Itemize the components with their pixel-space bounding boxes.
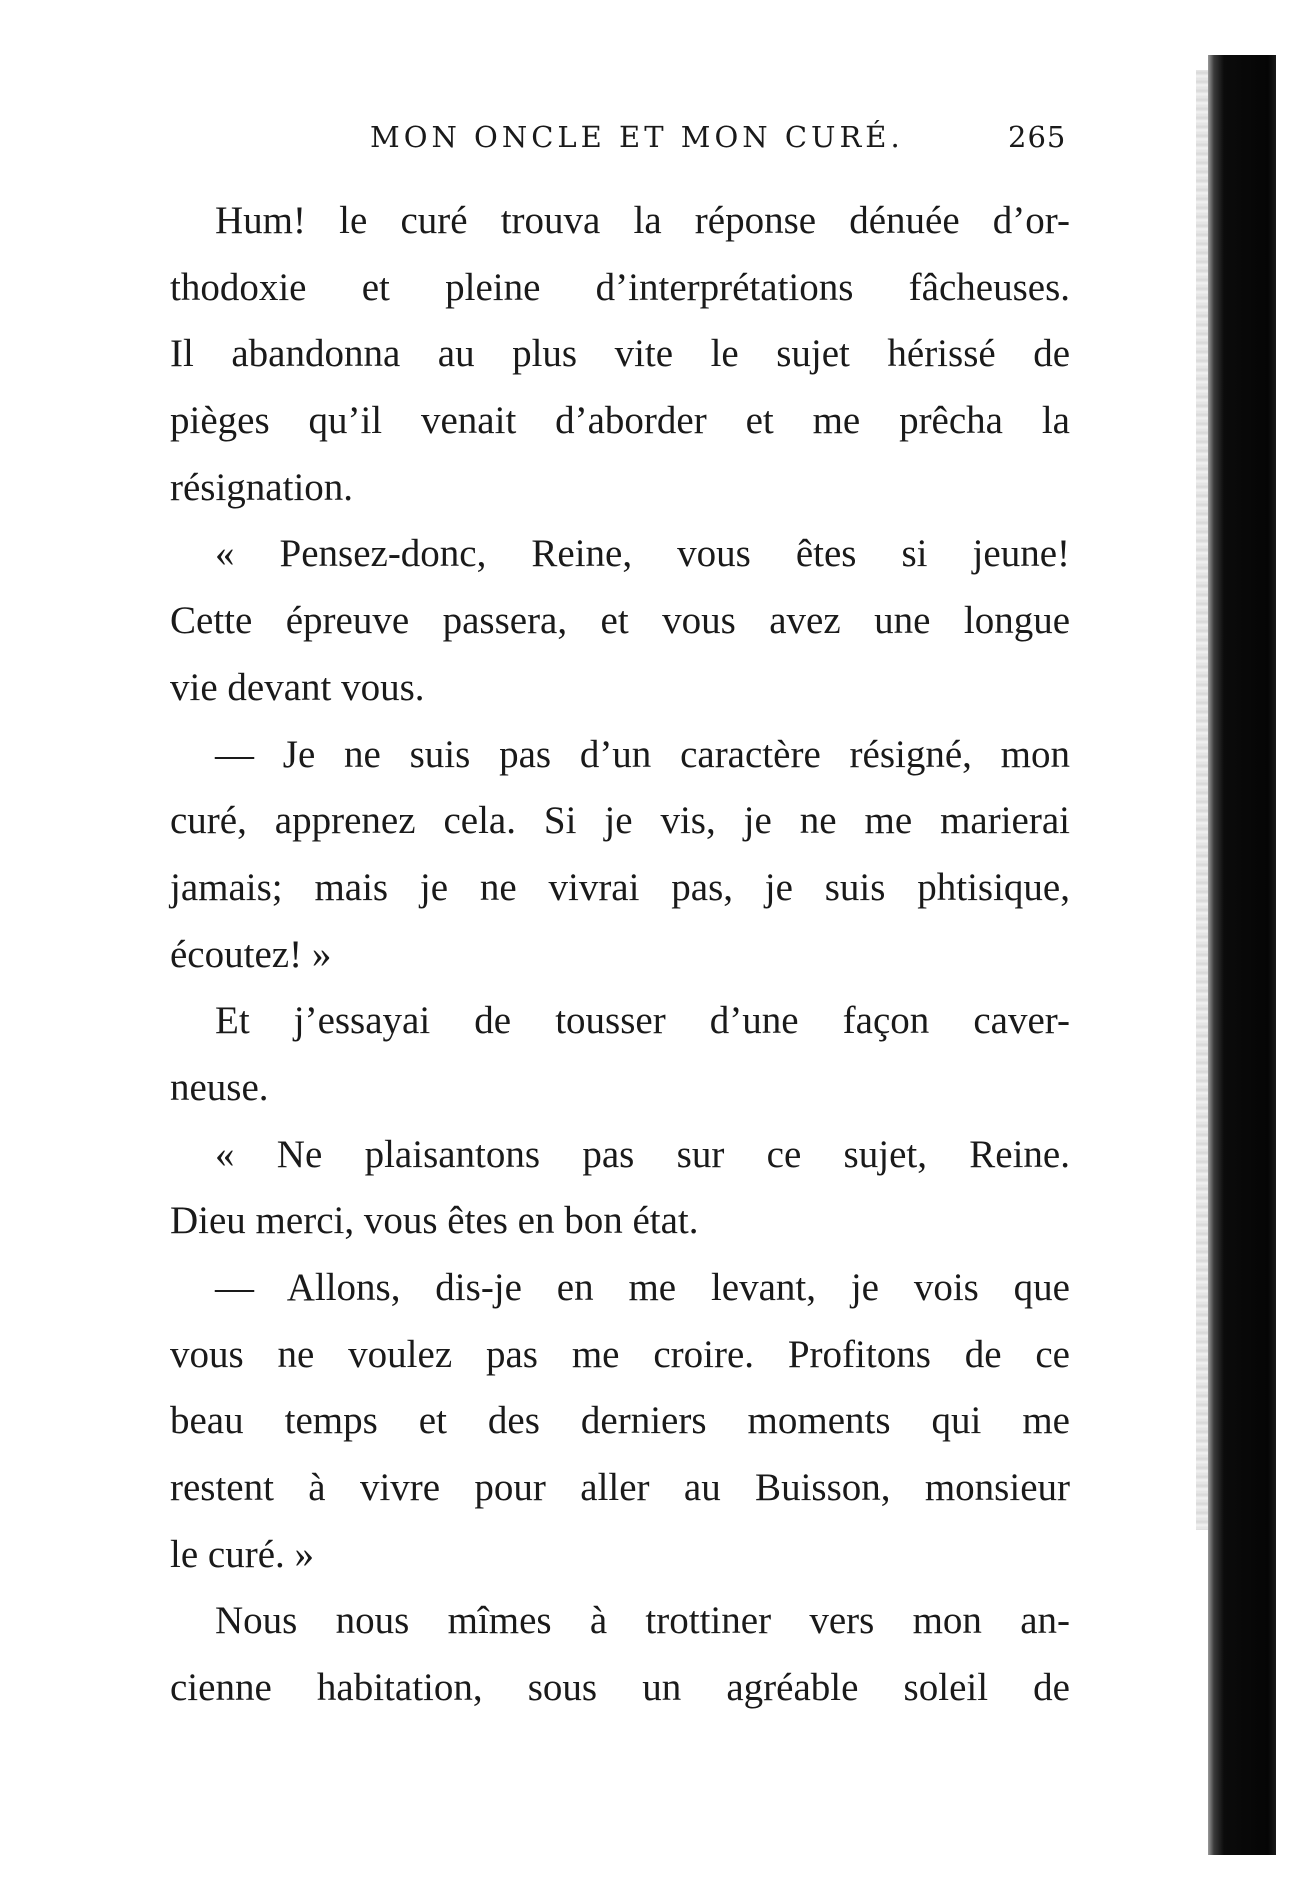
text-line: vie devant vous. (170, 665, 425, 709)
text-line: — Je ne suis pas d’un caractère résigné, mon (215, 732, 1070, 776)
text-line: Hum! le curé trouva la réponse dénuée d’or- (215, 199, 1070, 242)
text-line: Il abandonna au plus vite le sujet hérissé de (170, 332, 1070, 376)
page-edge-shadow (1196, 70, 1208, 1530)
text-line: « Pensez-donc, Reine, vous êtes si jeune! (215, 532, 1070, 576)
body-text (170, 188, 1070, 1722)
text-line: pièges qu’il venait d’aborder et me prêcha la (170, 399, 1070, 443)
running-title: MON ONCLE ET MON CURÉ. (370, 120, 904, 154)
text-line: — Allons, dis-je en me levant, je vois que (215, 1266, 1070, 1309)
text-line: « Ne plaisantons pas sur ce sujet, Reine. (215, 1132, 1070, 1176)
text-line: résignation. (170, 465, 354, 509)
text-line: écoutez! » (170, 932, 332, 976)
text-line: Dieu merci, vous êtes en bon état. (170, 1199, 699, 1243)
text-line: Nous nous mîmes à trottiner vers mon an- (215, 1599, 1070, 1643)
text-line: neuse. (170, 1065, 269, 1109)
book-spine-shadow (1208, 55, 1276, 1855)
text-line: curé, apprenez cela. Si je vis, je ne me marierai (170, 799, 1070, 843)
text-line: le curé. » (170, 1532, 315, 1576)
text-line: thodoxie et pleine d’interprétations fâcheuses. (170, 265, 1070, 309)
running-header (370, 120, 1070, 160)
text-line: beau temps et des derniers moments qui me (170, 1399, 1070, 1443)
text-line: Et j’essayai de tousser d’une façon caver- (215, 999, 1070, 1043)
text-line: restent à vivre pour aller au Buisson, monsieur (170, 1466, 1070, 1510)
text-line: cienne habitation, sous un agréable soleil de (170, 1666, 1070, 1710)
text-line: Cette épreuve passera, et vous avez une longue (170, 599, 1070, 643)
page-number: 265 (1008, 120, 1067, 154)
text-line: jamais; mais je ne vivrai pas, je suis phtisique, (170, 865, 1070, 909)
text-line: vous ne voulez pas me croire. Profitons de ce (170, 1332, 1070, 1376)
